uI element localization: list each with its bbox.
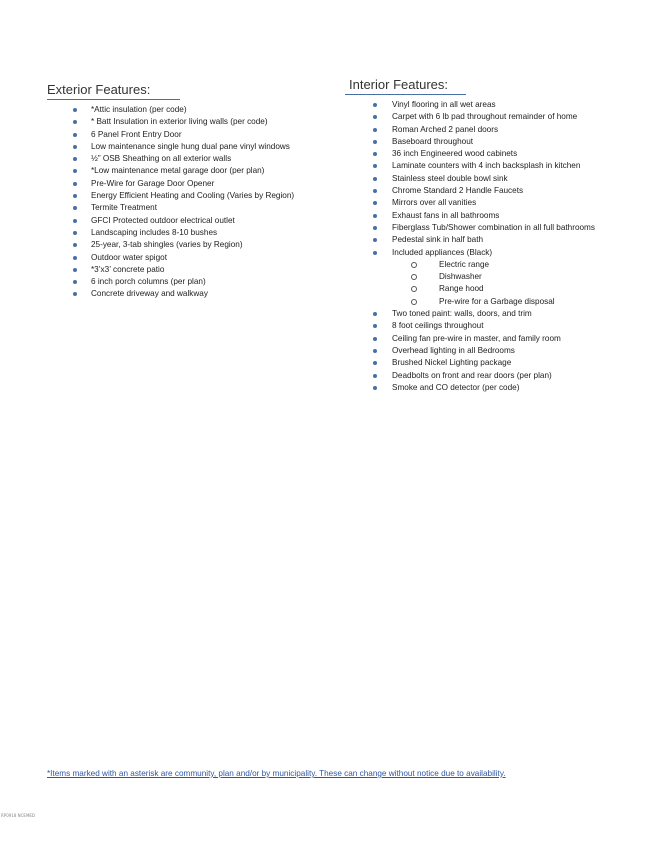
appliances-sublist-wrapper xyxy=(345,259,645,308)
interior-feature-item xyxy=(345,197,645,209)
bullet-icon xyxy=(373,164,377,168)
feature-text: Laminate counters with 4 inch backsplash in kitchen xyxy=(392,161,581,171)
bullet-icon xyxy=(373,214,377,218)
bullet-icon xyxy=(373,312,377,316)
feature-text: Roman Arched 2 panel doors xyxy=(392,124,499,134)
bullet-icon xyxy=(73,194,77,198)
interior-feature-item xyxy=(345,111,645,123)
bullet-icon xyxy=(73,243,77,247)
exterior-feature-item xyxy=(47,165,337,177)
feature-text: Low maintenance single hung dual pane vinyl windows xyxy=(91,141,290,151)
exterior-feature-item xyxy=(47,116,337,128)
circle-bullet-icon xyxy=(411,299,417,305)
bullet-icon xyxy=(373,128,377,132)
feature-text: 36 inch Engineered wood cabinets xyxy=(392,149,518,159)
bullet-icon xyxy=(73,182,77,186)
appliance-item xyxy=(392,296,645,308)
feature-text: 6 inch porch columns (per plan) xyxy=(91,277,206,287)
bullet-icon xyxy=(73,120,77,124)
interior-feature-item xyxy=(345,173,645,185)
interior-feature-item xyxy=(345,320,645,332)
circle-bullet-icon xyxy=(411,262,417,268)
interior-feature-item xyxy=(345,234,645,246)
bullet-icon xyxy=(373,386,377,390)
interior-features-heading: Interior Features: xyxy=(345,77,466,95)
interior-feature-item xyxy=(345,345,645,357)
exterior-feature-item xyxy=(47,288,337,300)
bullet-icon xyxy=(373,103,377,107)
exterior-feature-item xyxy=(47,104,337,116)
exterior-feature-item xyxy=(47,202,337,214)
bullet-icon xyxy=(373,361,377,365)
exterior-feature-item xyxy=(47,141,337,153)
feature-text: Two toned paint: walls, doors, and trim xyxy=(392,309,532,319)
feature-text: * Batt Insulation in exterior living walls (per code) xyxy=(91,117,268,127)
feature-text: Deadbolts on front and rear doors (per plan) xyxy=(392,370,552,380)
feature-text: Pre-Wire for Garage Door Opener xyxy=(91,178,215,188)
interior-feature-item xyxy=(345,124,645,136)
exterior-feature-item xyxy=(47,239,337,251)
bullet-icon xyxy=(373,140,377,144)
appliance-text: Electric range xyxy=(439,259,490,269)
feature-text: Mirrors over all vanities xyxy=(392,198,477,208)
feature-text: Ceiling fan pre-wire in master, and family room xyxy=(392,333,561,343)
interior-feature-item xyxy=(345,185,645,197)
exterior-features-list xyxy=(47,104,337,301)
feature-text: 6 Panel Front Entry Door xyxy=(91,129,182,139)
bullet-icon xyxy=(373,349,377,353)
interior-features-list xyxy=(345,99,645,394)
bullet-icon xyxy=(73,108,77,112)
bullet-icon xyxy=(373,115,377,119)
bullet-icon xyxy=(73,169,77,173)
exterior-feature-item xyxy=(47,252,337,264)
feature-text: Vinyl flooring in all wet areas xyxy=(392,100,496,109)
bullet-icon xyxy=(373,251,377,255)
feature-text: Energy Efficient Heating and Cooling (Varies by Region) xyxy=(91,191,295,201)
bullet-icon xyxy=(73,145,77,149)
feature-text: Chrome Standard 2 Handle Faucets xyxy=(392,186,524,196)
feature-text: *3’x3’ concrete patio xyxy=(91,264,165,274)
exterior-features-section xyxy=(47,81,337,301)
interior-feature-item xyxy=(345,210,645,222)
feature-text: Exhaust fans in all bathrooms xyxy=(392,210,500,220)
bullet-icon xyxy=(73,231,77,235)
feature-text: Overhead lighting in all Bedrooms xyxy=(392,345,515,355)
appliances-sublist xyxy=(392,259,645,308)
feature-text: *Attic insulation (per code) xyxy=(91,105,187,114)
bullet-icon xyxy=(73,219,77,223)
bullet-icon xyxy=(373,324,377,328)
feature-text: Pedestal sink in half bath xyxy=(392,235,484,245)
feature-text: GFCI Protected outdoor electrical outlet xyxy=(91,215,235,225)
interior-feature-item xyxy=(345,357,645,369)
bullet-icon xyxy=(373,177,377,181)
interior-feature-item xyxy=(345,136,645,148)
appliance-text: Range hood xyxy=(439,284,484,294)
feature-text: 8 foot ceilings throughout xyxy=(392,321,484,331)
bullet-icon xyxy=(73,206,77,210)
interior-feature-item xyxy=(345,382,645,394)
bullet-icon xyxy=(73,268,77,272)
bullet-icon xyxy=(73,292,77,296)
bullet-icon xyxy=(73,157,77,161)
feature-text: 25-year, 3-tab shingles (varies by Region) xyxy=(91,240,243,250)
exterior-feature-item xyxy=(47,153,337,165)
asterisk-footnote: *Items marked with an asterisk are community, plan and/or by municipality. These can change without notice due to availability. xyxy=(47,769,506,778)
feature-text: Smoke and CO detector (per code) xyxy=(392,382,520,392)
interior-feature-item xyxy=(345,222,645,234)
bullet-icon xyxy=(373,238,377,242)
bullet-icon xyxy=(373,201,377,205)
corner-mark: RP0918 NCEMED xyxy=(1,813,36,818)
bullet-icon xyxy=(73,133,77,137)
bullet-icon xyxy=(373,189,377,193)
feature-text: Brushed Nickel Lighting package xyxy=(392,358,512,368)
feature-text: Baseboard throughout xyxy=(392,136,474,146)
exterior-feature-item xyxy=(47,190,337,202)
interior-feature-item xyxy=(345,160,645,172)
appliance-text: Pre-wire for a Garbage disposal xyxy=(439,296,555,306)
feature-text: Stainless steel double bowl sink xyxy=(392,173,508,183)
interior-feature-item xyxy=(345,99,645,111)
exterior-feature-item xyxy=(47,215,337,227)
exterior-feature-item xyxy=(47,178,337,190)
bullet-icon xyxy=(73,256,77,260)
appliance-item xyxy=(392,259,645,271)
interior-feature-item xyxy=(345,333,645,345)
interior-feature-item xyxy=(345,308,645,320)
appliance-item xyxy=(392,271,645,283)
feature-text: Carpet with 6 lb pad throughout remainder of home xyxy=(392,112,578,122)
feature-text: ½” OSB Sheathing on all exterior walls xyxy=(91,154,232,164)
circle-bullet-icon xyxy=(411,274,417,280)
feature-text: Outdoor water spigot xyxy=(91,252,168,262)
bullet-icon xyxy=(373,374,377,378)
bullet-icon xyxy=(73,280,77,284)
bullet-icon xyxy=(373,152,377,156)
exterior-feature-item xyxy=(47,129,337,141)
exterior-feature-item xyxy=(47,264,337,276)
interior-feature-item xyxy=(345,370,645,382)
interior-features-section xyxy=(345,76,645,394)
feature-text: Landscaping includes 8-10 bushes xyxy=(91,227,218,237)
exterior-feature-item xyxy=(47,227,337,239)
circle-bullet-icon xyxy=(411,286,417,292)
interior-feature-item xyxy=(345,148,645,160)
feature-text: Concrete driveway and walkway xyxy=(91,289,208,299)
appliance-item xyxy=(392,283,645,295)
feature-text: Fiberglass Tub/Shower combination in all full bathrooms xyxy=(392,222,595,232)
feature-text: Included appliances (Black) xyxy=(392,247,493,257)
bullet-icon xyxy=(373,337,377,341)
interior-feature-item xyxy=(345,247,645,259)
exterior-feature-item xyxy=(47,276,337,288)
appliance-text: Dishwasher xyxy=(439,272,482,282)
feature-text: *Low maintenance metal garage door (per plan) xyxy=(91,166,265,176)
bullet-icon xyxy=(373,226,377,230)
feature-text: Termite Treatment xyxy=(91,203,157,213)
exterior-features-heading: Exterior Features: xyxy=(47,82,180,100)
